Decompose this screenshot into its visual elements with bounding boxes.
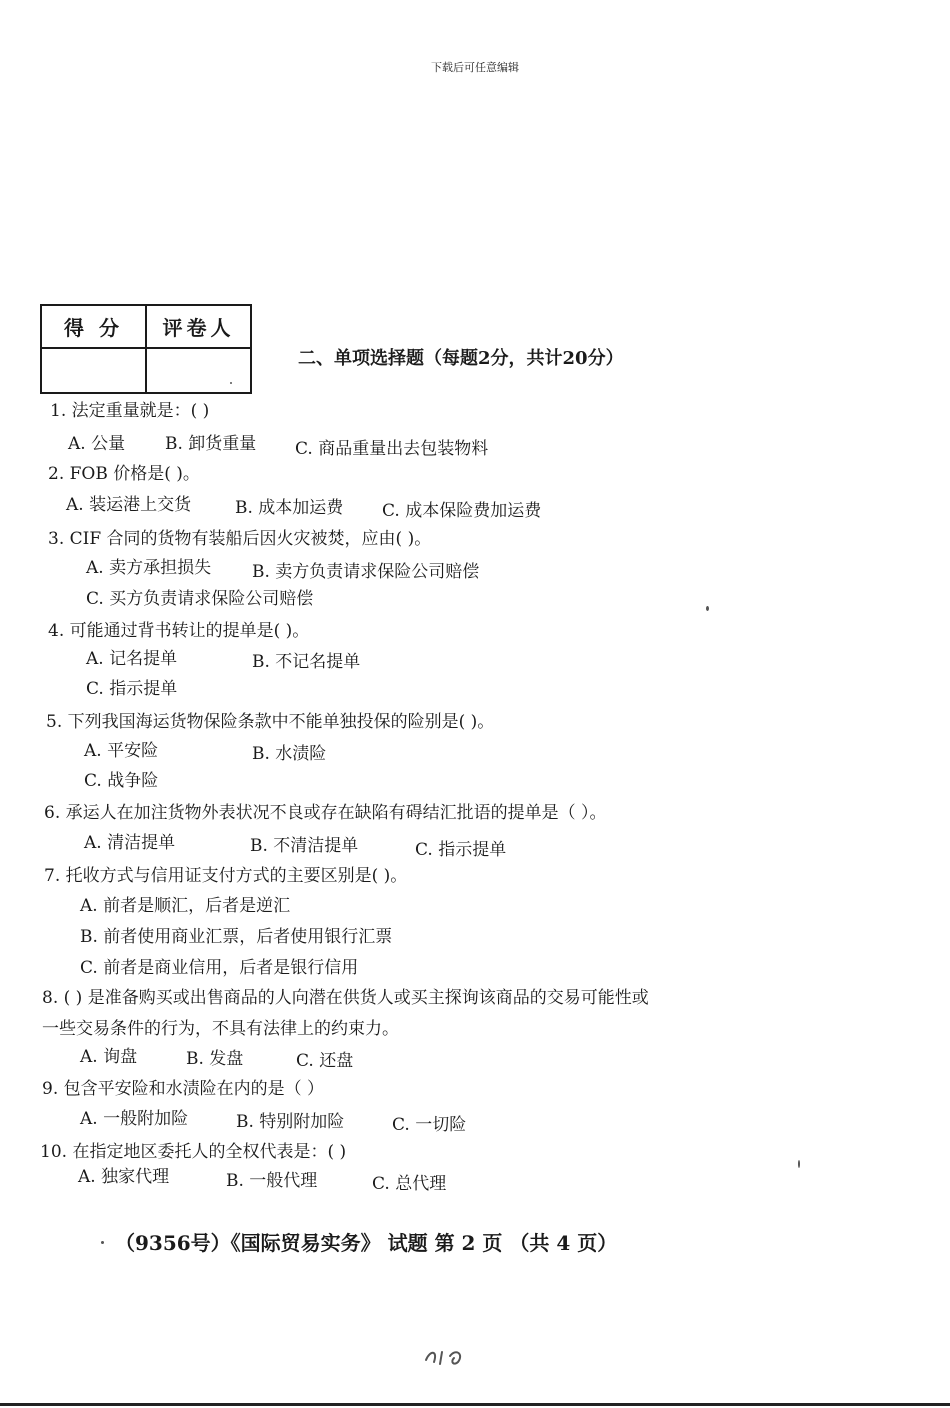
question-7-option-a: A. 前者是顺汇，后者是逆汇: [80, 896, 291, 916]
question-3-option-c: C. 买方负责请求保险公司赔偿: [86, 589, 314, 609]
question-6-option-a: A. 清洁提单: [84, 833, 176, 853]
question-4-option-b: B. 不记名提单: [252, 652, 361, 672]
question-7-stem: 7. 托收方式与信用证支付方式的主要区别是( )。: [44, 866, 408, 886]
question-10-option-b: B. 一般代理: [226, 1171, 318, 1191]
score-cell: [41, 348, 146, 393]
question-8-option-b: B. 发盘: [186, 1049, 244, 1069]
question-2-option-c: C. 成本保险费加运费: [382, 501, 542, 521]
question-7-option-c: C. 前者是商业信用，后者是银行信用: [80, 958, 359, 978]
question-10-stem: 10. 在指定地区委托人的全权代表是：( ): [40, 1142, 347, 1162]
scan-speck: [230, 382, 232, 384]
bottom-rule: [0, 1403, 950, 1406]
question-8-stem: 8. ( ) 是准备购买或出售商品的人向潜在供货人或买主探询该商品的交易可能性或: [42, 988, 649, 1008]
grader-cell: [146, 348, 251, 393]
question-1-option-b: B. 卸货重量: [165, 434, 257, 454]
question-5-option-a: A. 平安险: [84, 741, 159, 761]
question-4-option-a: A. 记名提单: [86, 649, 178, 669]
question-1-option-a: A. 公量: [68, 434, 126, 454]
score-table: [40, 304, 252, 394]
question-9-option-a: A. 一般附加险: [80, 1109, 189, 1129]
question-1-stem: 1. 法定重量就是：( ): [50, 401, 210, 421]
question-8-option-c: C. 还盘: [296, 1051, 354, 1071]
question-1-option-c: C. 商品重量出去包装物料: [295, 439, 489, 459]
question-7-option-b: B. 前者使用商业汇票，后者使用银行汇票: [80, 927, 393, 947]
question-2-stem: 2. FOB 价格是( )。: [48, 464, 200, 484]
question-3-option-b: B. 卖方负责请求保险公司赔偿: [252, 562, 480, 582]
question-8-option-a: A. 询盘: [80, 1047, 138, 1067]
question-10-option-a: A. 独家代理: [78, 1167, 170, 1187]
grader-header: 评卷人: [146, 305, 251, 348]
question-3-option-a: A. 卖方承担损失: [86, 558, 212, 578]
question-9-stem: 9. 包含平安险和水渍险在内的是（ ）: [42, 1079, 325, 1099]
question-8-stem-continued: 一些交易条件的行为，不具有法律上的约束力。: [42, 1019, 399, 1039]
question-3-stem: 3. CIF 合同的货物有装船后因火灾被焚，应由( )。: [48, 529, 432, 549]
question-9-option-c: C. 一切险: [392, 1115, 467, 1135]
question-2-option-b: B. 成本加运费: [235, 498, 344, 518]
question-10-option-c: C. 总代理: [372, 1174, 447, 1194]
question-6-option-c: C. 指示提单: [415, 840, 507, 860]
question-9-option-b: B. 特别附加险: [236, 1112, 345, 1132]
section-title: 二、单项选择题（每题2分，共计20分）: [298, 348, 624, 369]
question-5-option-c: C. 战争险: [84, 771, 159, 791]
question-5-option-b: B. 水渍险: [252, 744, 327, 764]
question-4-stem: 4. 可能通过背书转让的提单是( )。: [48, 621, 310, 641]
question-2-option-a: A. 装运港上交货: [66, 495, 192, 515]
top-note: 下载后可任意编辑: [431, 61, 519, 74]
question-4-option-c: C. 指示提单: [86, 679, 178, 699]
scan-speck: [101, 1241, 104, 1244]
scan-speck: [706, 606, 709, 611]
question-5-stem: 5. 下列我国海运货物保险条款中不能单独投保的险别是( )。: [46, 712, 495, 732]
score-header: 得 分: [41, 305, 146, 348]
question-6-option-b: B. 不清洁提单: [250, 836, 359, 856]
question-6-stem: 6. 承运人在加注货物外表状况不良或存在缺陷有碍结汇批语的提单是（ ）。: [44, 803, 607, 823]
handwritten-scrawl-icon: [420, 1340, 480, 1370]
page-footer: （9356号）《国际贸易实务》 试题 第 2 页 （共 4 页）: [115, 1231, 618, 1255]
scan-speck: [798, 1160, 800, 1168]
